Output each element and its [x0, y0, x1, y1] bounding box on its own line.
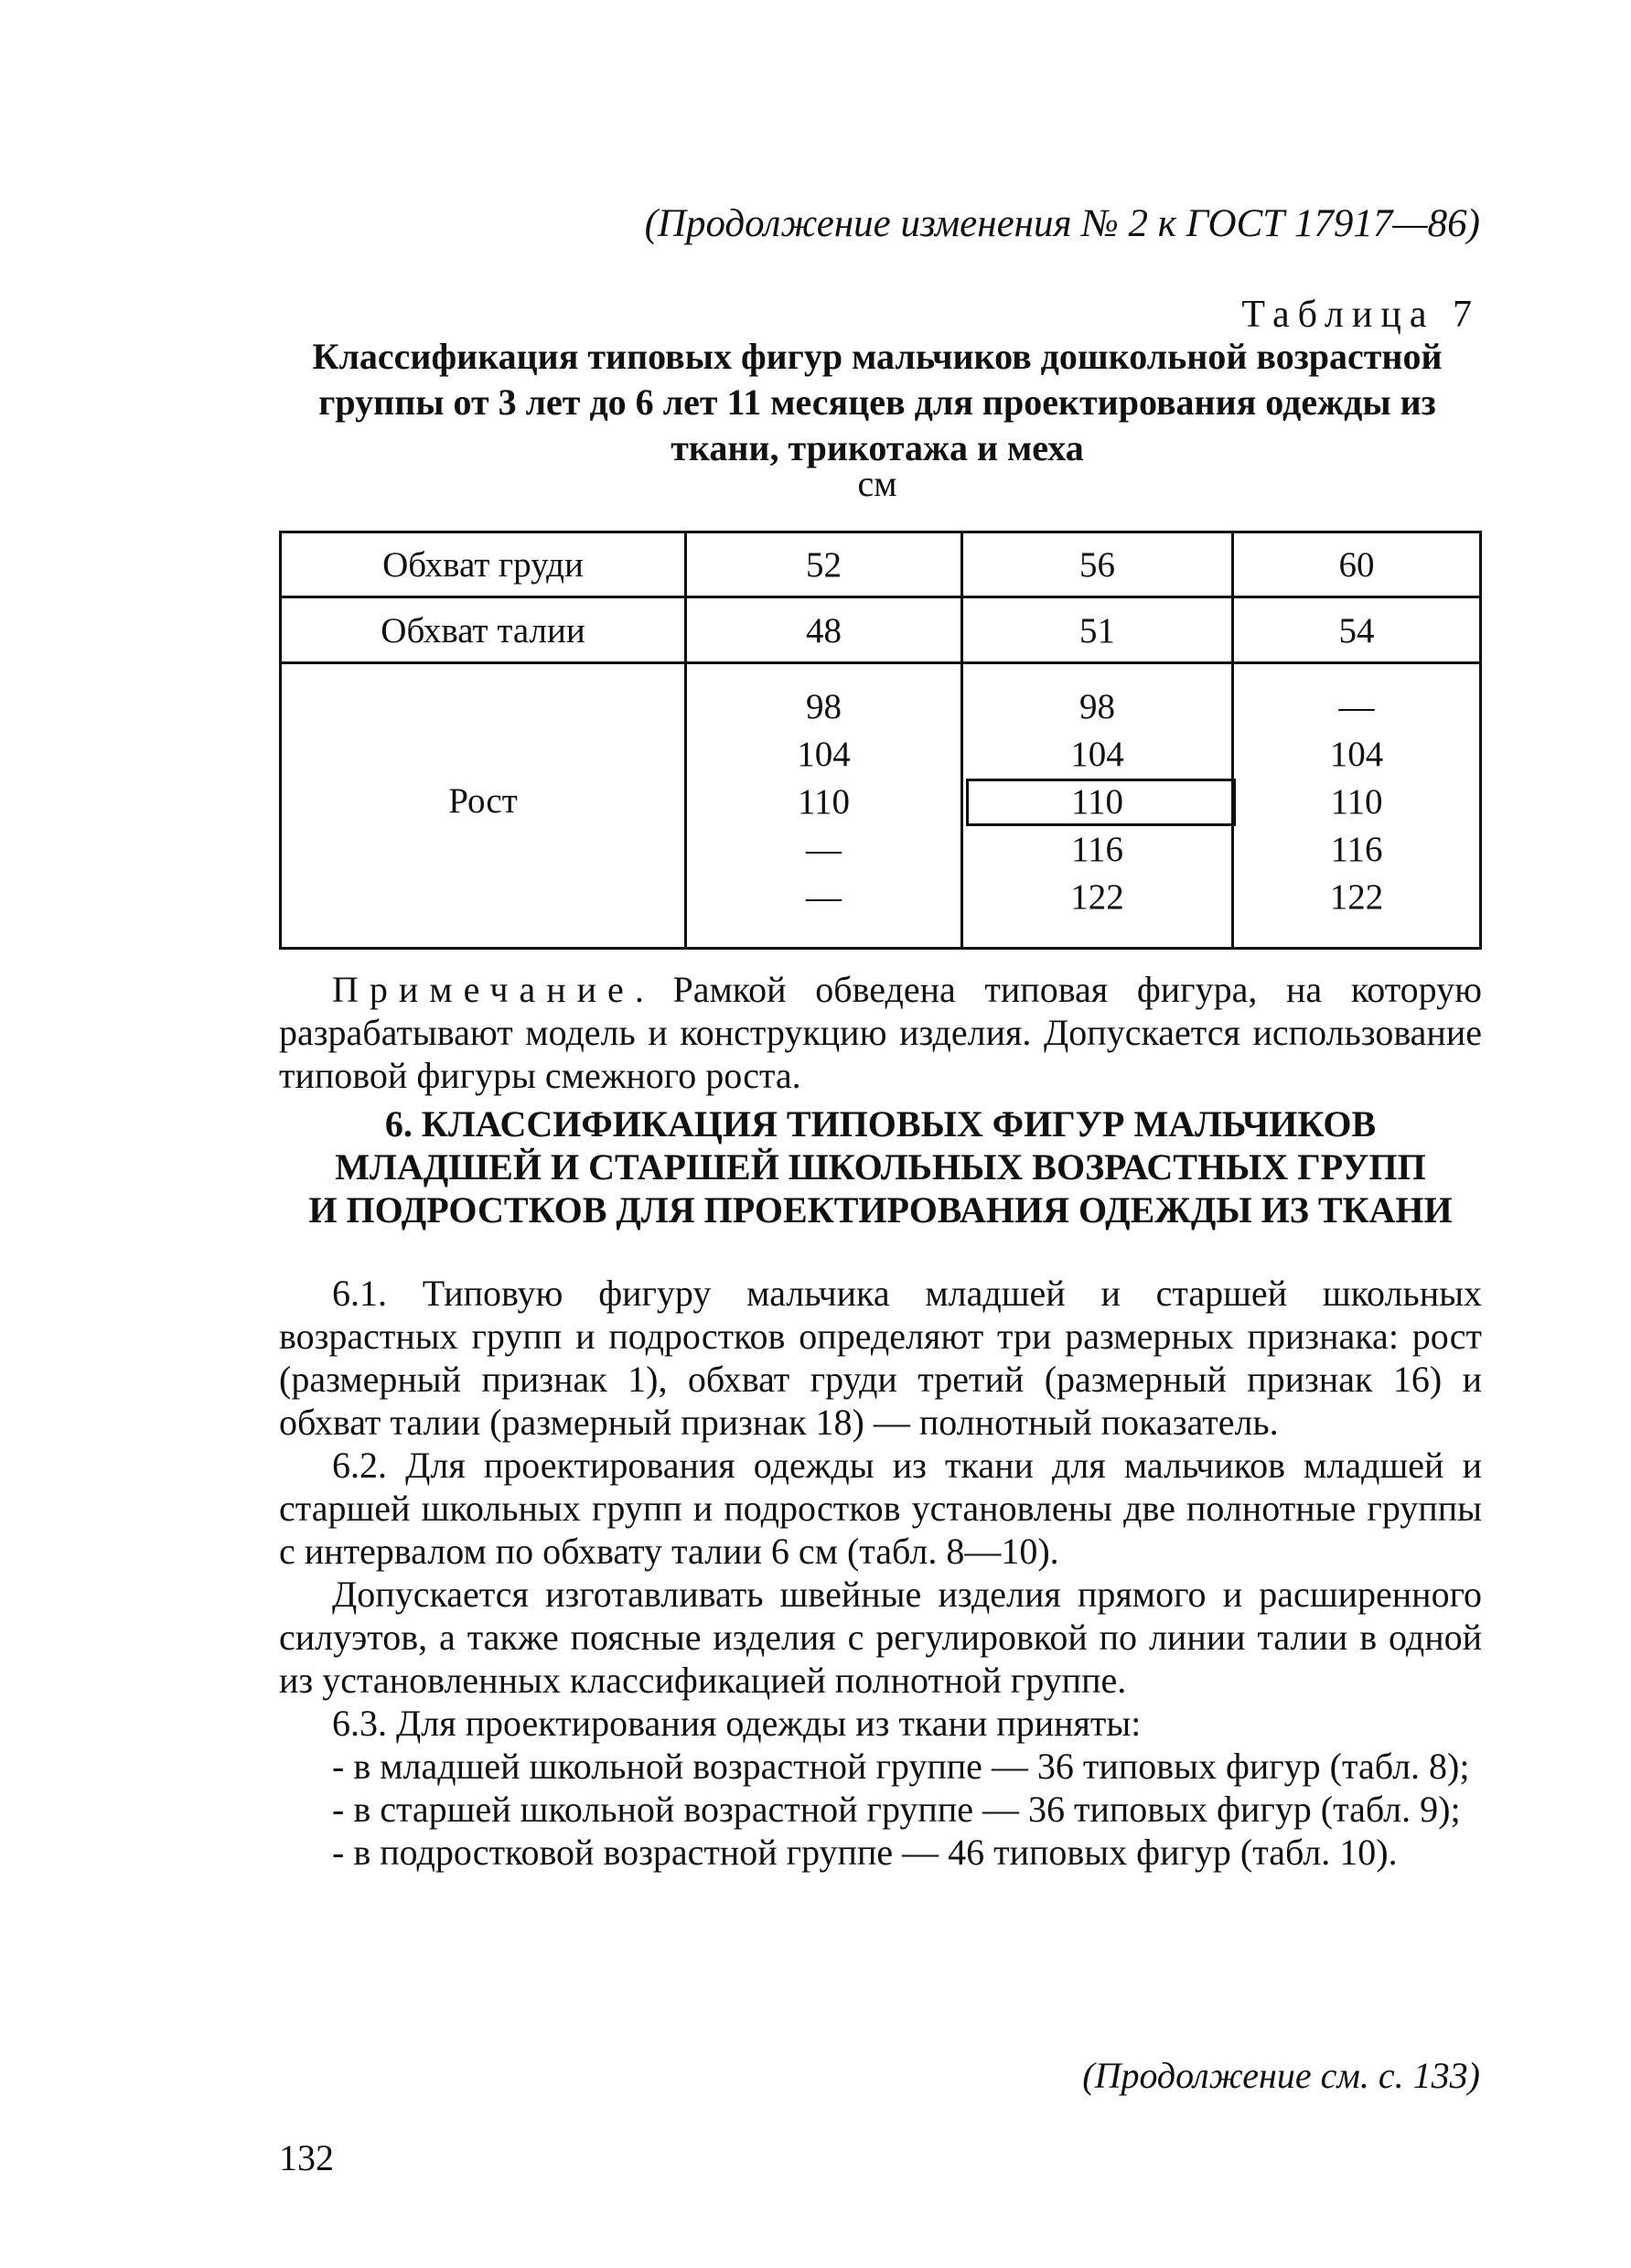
- note-label: Примечание: [332, 969, 635, 1010]
- section-heading-line: И ПОДРОСТКОВ ДЛЯ ПРОЕКТИРОВАНИЯ ОДЕЖДЫ ИЗ ТКАНИ: [308, 1189, 1453, 1231]
- section-heading: [279, 1102, 1482, 1231]
- height-value: —: [806, 830, 842, 869]
- row-label-height: Рост: [448, 781, 518, 821]
- section-heading-line: МЛАДШЕЙ И СТАРШЕЙ ШКОЛЬНЫХ ВОЗРАСТНЫХ ГРУПП: [335, 1146, 1426, 1188]
- continuation-header: (Продолжение изменения № 2 к ГОСТ 17917—86): [644, 202, 1480, 245]
- height-value-framed: 110: [1070, 782, 1124, 822]
- height-value: 110: [1330, 782, 1383, 822]
- list-item: - в подростковой возрастной группе — 46 типовых фигур (табл. 10).: [332, 1832, 1398, 1873]
- height-column: [687, 683, 960, 921]
- section-body: [279, 1272, 1482, 1874]
- chest-value: 56: [1079, 545, 1115, 585]
- section-heading-line: 6. КЛАССИФИКАЦИЯ ТИПОВЫХ ФИГУР МАЛЬЧИКОВ: [384, 1103, 1377, 1145]
- list-item: - в младшей школьной возрастной группе — 36 типовых фигур (табл. 8);: [332, 1746, 1470, 1787]
- note-text: . Рамкой обведена типовая фигура, на которую разрабатывают модель и конструкцию изделия. Допускается использование типовой фигуры смежного роста.: [279, 969, 1482, 1096]
- table-unit: см: [857, 463, 897, 504]
- table-note: [279, 968, 1482, 1097]
- list-item: - в старшей школьной возрастной группе — 36 типовых фигур (табл. 9);: [332, 1789, 1461, 1830]
- chest-value: 52: [806, 545, 842, 585]
- table-number: Таблица 7: [1241, 294, 1480, 336]
- paragraph: Допускается изготавливать швейные изделия прямого и расширенного силуэтов, а также поясные изделия с регулировкой по линии талии в одной из установленных классификацией полнотной группе.: [279, 1574, 1482, 1701]
- paragraph: 6.3. Для проектирования одежды из ткани приняты:: [332, 1703, 1142, 1744]
- height-value: —: [806, 877, 842, 917]
- height-value: 110: [797, 782, 851, 822]
- height-value: 122: [1329, 877, 1384, 917]
- typical-figure-frame: [966, 779, 1236, 826]
- row-label-chest: Обхват груди: [382, 545, 584, 585]
- table-title: Классификация типовых фигур мальчиков дошкольной возрастной группы от 3 лет до 6 лет 11 месяцев для проектирования одежды из ткани, трикотажа и меха: [312, 336, 1443, 468]
- continuation-footer: (Продолжение см. с. 133): [1082, 2055, 1480, 2096]
- height-value: 116: [1070, 830, 1124, 869]
- height-value: 98: [806, 687, 842, 726]
- row-label-waist: Обхват талии: [381, 611, 585, 650]
- height-column: [1234, 683, 1479, 921]
- chest-value: 60: [1338, 545, 1375, 585]
- height-value: 98: [1079, 687, 1115, 726]
- waist-value: 54: [1338, 611, 1375, 650]
- waist-value: 48: [806, 611, 842, 650]
- paragraph: 6.2. Для проектирования одежды из ткани для мальчиков младшей и старшей школьных групп и подростков установлены две полнотные группы с интервалом по обхвату талии 6 см (табл. 8—10).: [279, 1445, 1482, 1572]
- waist-value: 51: [1079, 611, 1115, 650]
- paragraph: 6.1. Типовую фигуру мальчика младшей и старшей школьных возрастных групп и подростков определяют три размерных признака: рост (размерный признак 1), обхват груди третий (размерный признак 16) и обхват талии (размерный признак 18) — полнотный показатель.: [279, 1273, 1482, 1443]
- page-number: 132: [279, 2137, 334, 2178]
- height-value: 116: [1330, 830, 1383, 869]
- height-value: —: [1338, 687, 1375, 726]
- figure-classification-table: [279, 531, 1482, 950]
- height-value: 104: [1070, 735, 1124, 774]
- height-value: 104: [1329, 735, 1384, 774]
- height-value: 122: [1070, 877, 1124, 917]
- height-value: 104: [797, 735, 851, 774]
